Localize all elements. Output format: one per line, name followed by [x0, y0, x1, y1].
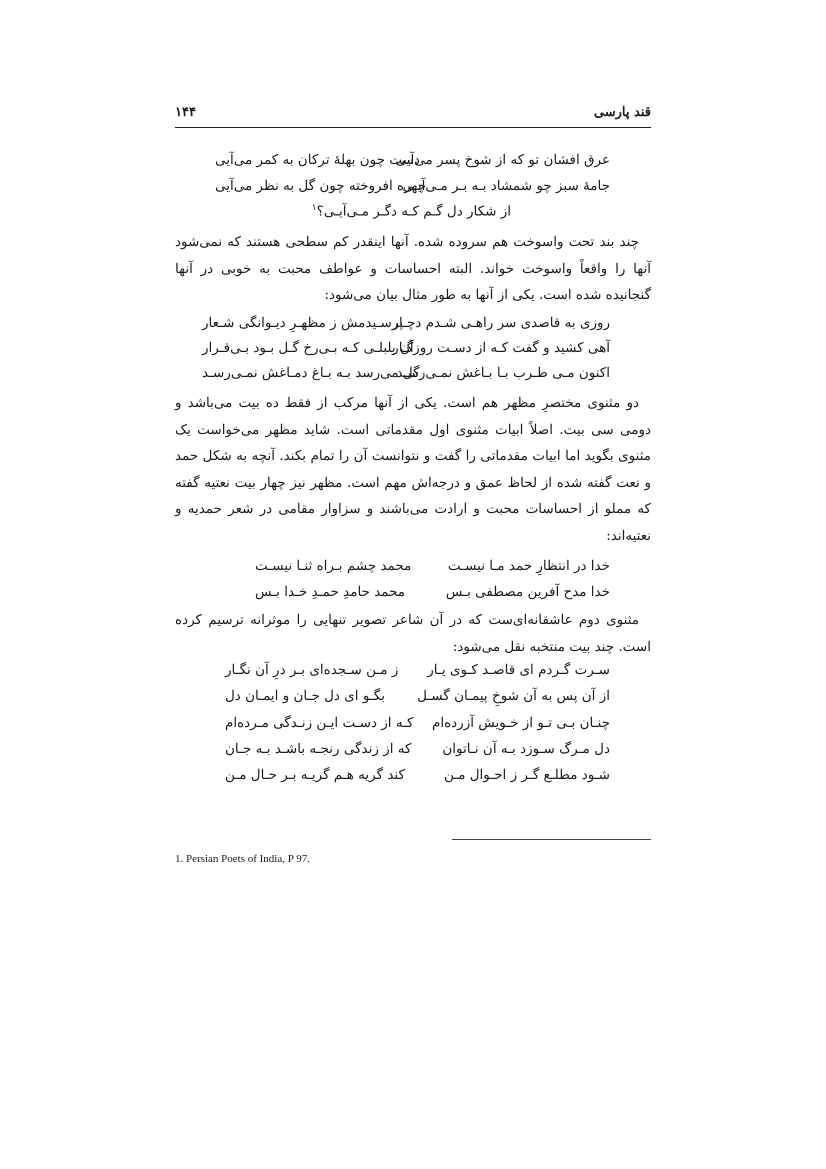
footnote: 1. Persian Poets of India, P 97. — [175, 853, 310, 865]
couplet — [202, 365, 610, 385]
hemistich-left: کـه از دسـت ایـن زنـدگی مـرده‌ام — [225, 715, 414, 731]
paragraph — [175, 390, 651, 549]
hemistich-left: محمد حامدِ حمـدِ خـدا بـس — [255, 584, 406, 600]
couplet — [202, 315, 610, 335]
paragraph-text: دو مثنوی مختصرِ مظهر هم است. یکی از آنها مرکب از فقط ده بیت می‌باشد و دومی سی بیت. اصلاً ابیات مثنوی اول مقدماتی است. شاید مظهر می‌خواست یک مثنوی بگوید اما ابیات مقدماتی را گفت و نتوانست آن را تمام بکند. آنچه به شکل حمد و نعت گفته شده از لحاظ عمق و درجه‌اش مهم است. مظهر نیز چهار بیت نعتیه گفته که مملو از احساسات محبت و ارادت می‌باشند و سزاوار مقامی در شعر حمدیه و نعتیه‌اند: — [175, 395, 651, 544]
paragraph-text: چند بند تحت واسوخت هم سروده شده. آنها اینقدر کم سطحی هستند که نمی‌شود آنها را واقعاً واسوخت خواند. البته احساسات و عواطف محبت به خوبی در آنها گنجانیده شده است. یکی از آنها به طور مثال بیان می‌شود: — [175, 234, 651, 303]
couplet — [255, 584, 610, 604]
journal-title: قند پارسی — [593, 105, 651, 120]
running-header — [175, 103, 651, 128]
couplet — [225, 715, 610, 735]
couplet — [225, 767, 610, 787]
hemistich-right: خدا مدح آفرین مصطفی بـس — [445, 584, 610, 600]
hemistich-right: خدا در انتظارِ حمد مـا نیسـت — [447, 558, 610, 574]
couplet — [215, 178, 610, 198]
hemistich-right: دل مـرگ سـوزد بـه آن نـاتوان — [442, 741, 610, 757]
hemistich-left: که از زندگی رنجـه باشـد بـه جـان — [225, 741, 412, 757]
hemistich-left: پرسـیدمش ز مظهـرِ دیـوانگی شـعار — [202, 315, 404, 331]
hemistich-left: بگـو ای دل جـان و ایمـان دل — [225, 688, 385, 704]
hemistich-left: گل می‌رسد بـه بـاغ دمـاغش نمـی‌رسـد — [202, 365, 420, 381]
hemistich-left: آن بلبلـی کـه بـی‌رخ گـل بـود بـی‌قـرار — [202, 340, 414, 356]
hemistich-left: چهره افروخته چون گل به نظر می‌آیی — [215, 178, 427, 194]
final-hemistich — [312, 203, 511, 220]
hemistich-right: شـود مطلـع گـر ز احـوال مـن — [443, 767, 610, 783]
footnote-marker: ۱ — [311, 203, 317, 213]
hemistich-right: آهی کشید و گفت کـه از دسـت روزگـار — [392, 340, 610, 356]
hemistich-right: سـرت گـردم ای قاصـد کـوی یـار — [427, 662, 610, 678]
hemistich-left: ز مـن سـجده‌ای بـر درِ آن نگـار — [225, 662, 399, 678]
paragraph — [175, 229, 651, 309]
couplet — [215, 152, 610, 172]
paragraph — [175, 607, 651, 660]
couplet — [255, 558, 610, 578]
hemistich-right: عرق افشان تو که از شوخ پسر می‌آیی — [395, 152, 610, 168]
couplet — [225, 662, 610, 682]
couplet — [225, 688, 610, 708]
hemistich-right: از آن پس به آن شوخِ پیمـان گسـل — [417, 688, 610, 704]
hemistich-right: چنـان بـی تـو از خـویش آزرده‌ام — [431, 715, 610, 731]
hemistich-right: جامهٔ سبز چو شمشاد بـه بـر مـی‌آیـی — [402, 178, 610, 194]
page-number: ۱۴۴ — [175, 105, 196, 120]
hemistich-left: محمد چشم بـراه ثنـا نیسـت — [255, 558, 412, 574]
couplet — [225, 741, 610, 761]
paragraph-text: مثنوی دوم عاشقانه‌ای‌ست که در آن شاعر تصویر تنهایی را موثرانه ترسیم کرده است. چند بیت منتخبه نقل می‌شود: — [175, 612, 651, 655]
hemistich-right: اکنون مـی طـرب بـا بـاغش نمـی‌رسـد — [396, 365, 610, 381]
hemistich-left: کند گریه هـم گریـه بـر حـال مـن — [225, 767, 405, 783]
couplet — [202, 340, 610, 360]
hemistich-left: دست چون بهلهٔ ترکان به کمر می‌آیی — [215, 152, 420, 168]
final-hemistich-text: از شکار دل گـم کـه دگـر مـی‌آیـی؟ — [316, 203, 511, 220]
footnote-divider — [452, 839, 651, 840]
hemistich-right: روزی به قاصدی سر راهـی شـدم دچـار — [392, 315, 610, 331]
